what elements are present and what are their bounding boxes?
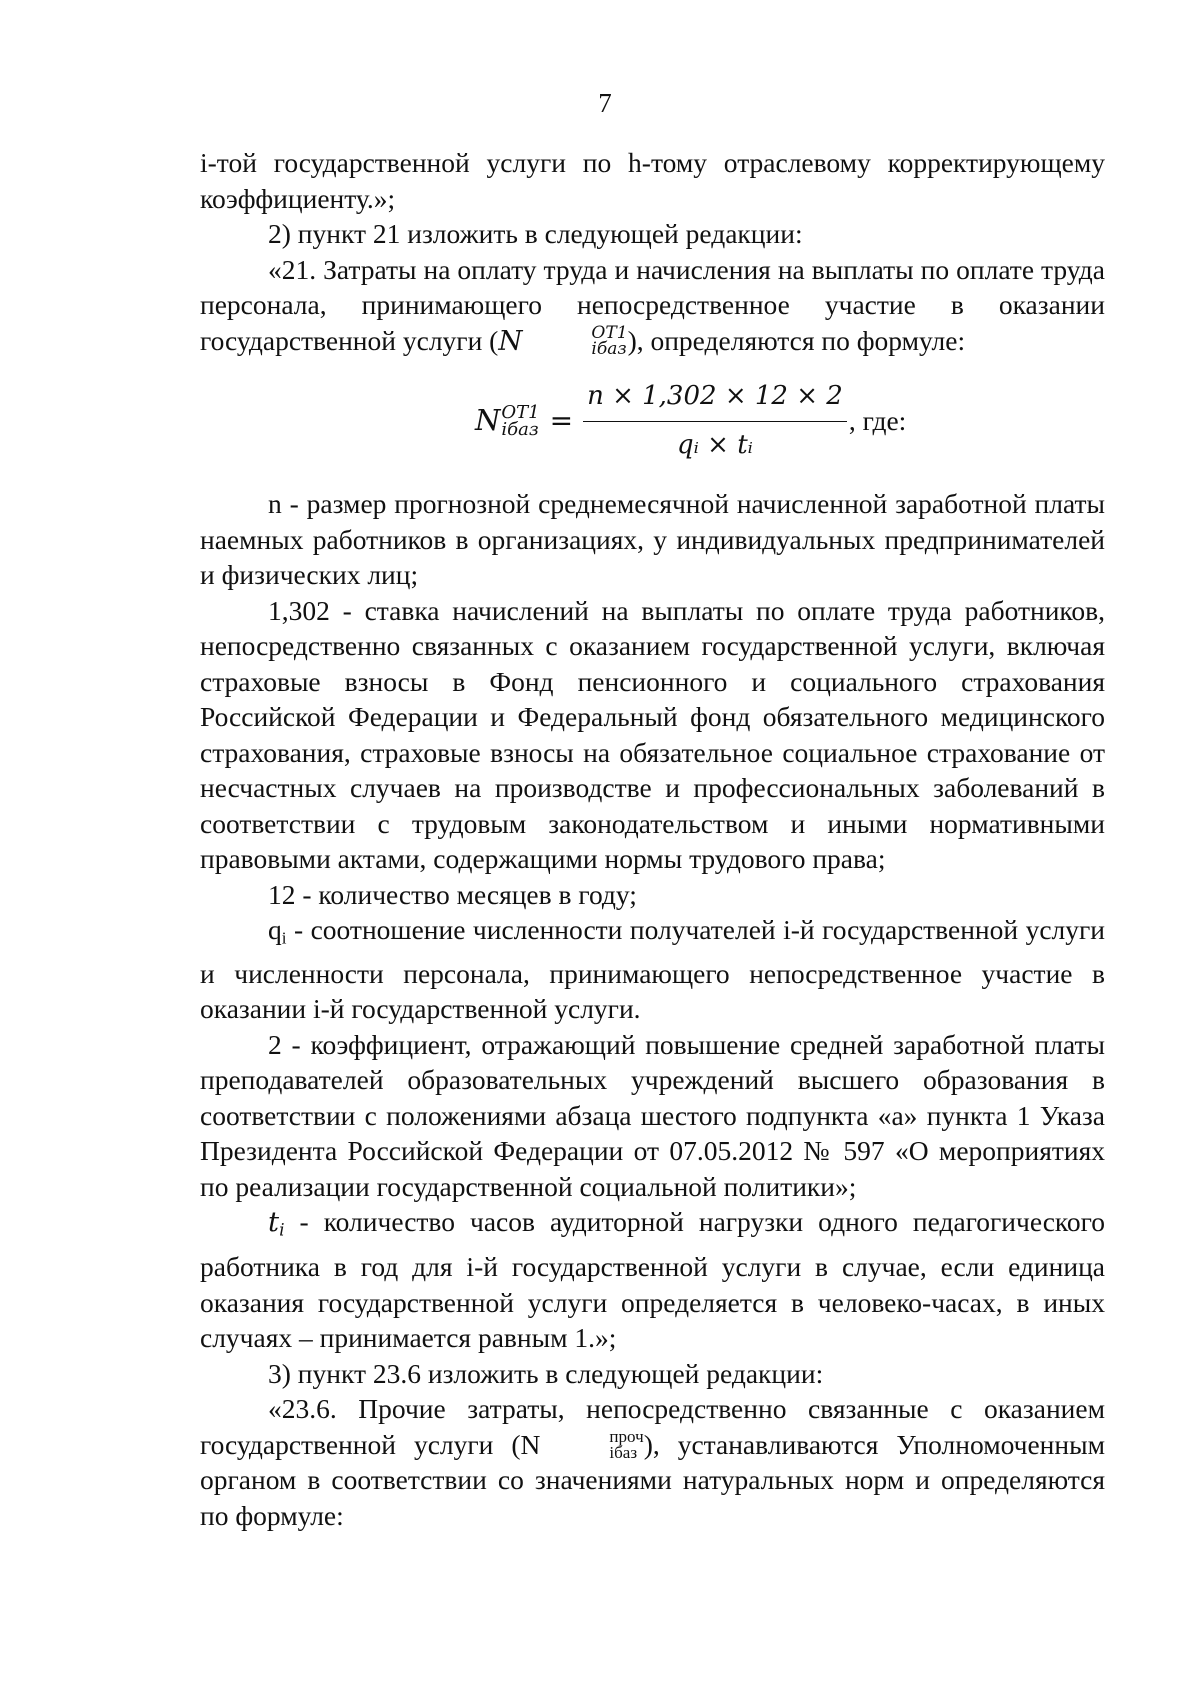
paragraph-1302-definition: 1,302 - ставка начислений на выплаты по оплате труда работников, непосредственно связанных с оказанием государственной услуги, включая страховые взносы в Фонд пенсионного и социального страхования Российской Федерации и Федеральный фонд обязательного медицинского страхования, страховые взносы на обязательное социальное страхование от несчастных случаев на производстве и профессиональных заболеваний в соответствии с трудовым законодательством и иными нормативными правовыми актами, содержащими нормы трудового права; xyxy=(200,594,1105,874)
paragraph-23-6-text-before: «23.6. Прочие затраты, непосредственно связанные с оказанием государственной услуги ( xyxy=(200,1393,1105,1460)
paragraph-21-text-after: ), определяются по формуле: xyxy=(627,324,966,356)
ti-symbol: ti xyxy=(268,1206,285,1241)
paragraph-ti-definition xyxy=(200,1204,1105,1355)
paragraph-21-text-before: «21. Затраты на оплату труда и начисления на выплаты по оплате труда персонала, принимающего непосредственное участие в оказании государственной услуги ( xyxy=(200,253,1105,356)
paragraph-23-6 xyxy=(200,1391,1105,1533)
paragraph-n-definition: n - размер прогнозной среднемесячной начисленной заработной платы наемных работников в организациях, у индивидуальных предпринимателей и физических лиц; xyxy=(200,488,1105,590)
formula-tail: , где: xyxy=(848,405,907,437)
paragraph-21 xyxy=(200,252,1105,360)
paragraph-item-2: 2) пункт 21 изложить в следующей редакции: xyxy=(268,218,803,249)
paragraph-12-definition: 12 - количество месяцев в году; xyxy=(268,878,637,910)
symbol-n-proch: N проч iбаз xyxy=(520,1427,644,1463)
formula-equals: = xyxy=(549,404,574,438)
qi-symbol: qi xyxy=(268,914,287,948)
paragraph-23-6-text-after: ), устанавливаются Уполномоченным органом в соответствии со значениями натуральных норм и определяются по формуле: xyxy=(200,1428,1105,1531)
formula-denominator: qᵢ × tᵢ xyxy=(677,429,753,460)
ti-definition-text: - количество часов аудиторной нагрузки одного педагогического работника в год для i-й государственной услуги в случае, если единица оказания государственной услуги определяется в человеко-часах, в иных случаях – принимается равным 1.»; xyxy=(200,1206,1105,1353)
paragraph-1: i-той государственной услуги по h-тому отраслевому корректирующему коэффициенту.»; xyxy=(200,147,1105,214)
formula-fraction xyxy=(583,379,847,463)
paragraph-item-3: 3) пункт 23.6 изложить в следующей редакции: xyxy=(268,1357,824,1389)
symbol-n-ot1: N OT1 iбаз xyxy=(498,323,628,360)
formula-lhs: N OT1 iбаз xyxy=(475,401,540,440)
formula-ot1 xyxy=(200,371,1105,466)
document-body xyxy=(200,145,1105,1533)
formula-numerator: n × 1,302 × 12 × 2 xyxy=(583,379,847,422)
paragraph-qi-definition xyxy=(200,912,1105,1027)
qi-definition-text: - соотношение численности получателей i-й государственной услуги и численности персонала, принимающего непосредственное участие в оказании i-й государственной услуги. xyxy=(200,914,1105,1025)
page-number: 7 xyxy=(598,88,612,118)
paragraph-2-definition: 2 - коэффициент, отражающий повышение средней заработной платы преподавателей образовательных учреждений высшего образования в соответствии с положениями абзаца шестого подпункта «а» пункта 1 Указа Президента Российской Федерации от 07.05.2012 № 597 «О мероприятиях по реализации государственной социальной политики»; xyxy=(200,1028,1105,1202)
